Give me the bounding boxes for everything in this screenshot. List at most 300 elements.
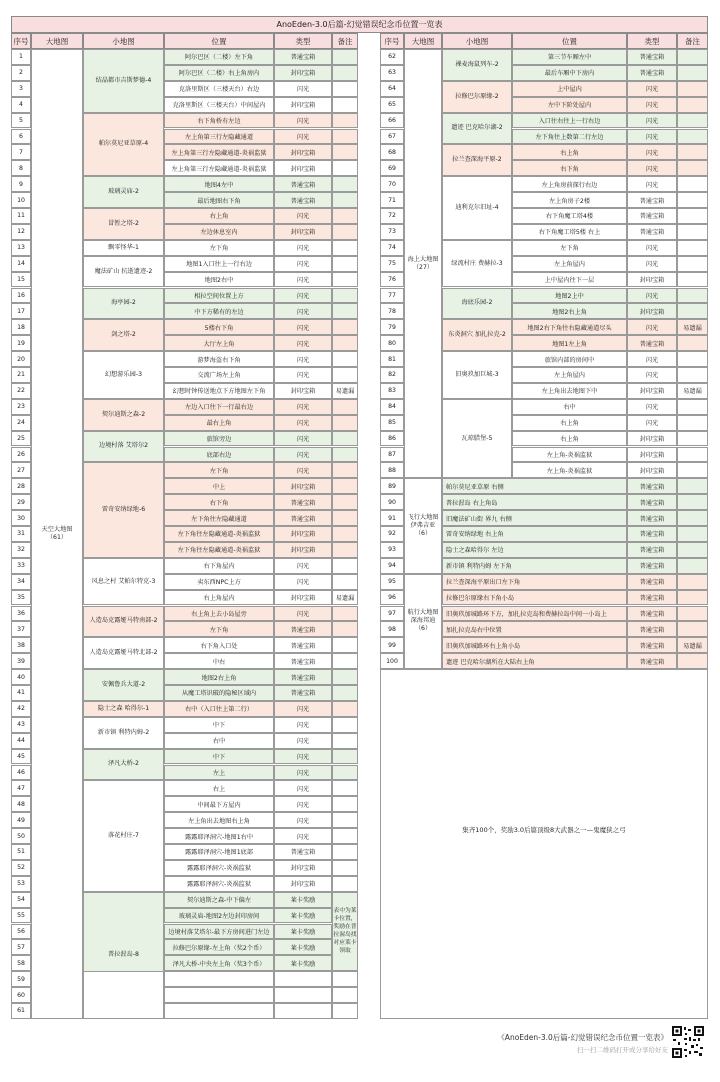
type-cell: 封印宝箱 xyxy=(627,383,677,399)
type-cell: 闪光 xyxy=(274,701,332,717)
note-cell xyxy=(332,303,358,319)
note-cell xyxy=(332,144,358,160)
location-cell: 第三节车厢左中 xyxy=(512,49,627,65)
type-cell: 闪光 xyxy=(627,351,677,367)
location-cell: 右中（入口往上第二行） xyxy=(164,701,274,717)
row-number: 33 xyxy=(11,558,31,574)
small-map-cell: 旧奥玖加巨城-3 xyxy=(442,351,512,399)
type-cell: 封印宝箱 xyxy=(274,383,332,399)
row-number: 53 xyxy=(11,876,31,892)
row-number: 16 xyxy=(11,288,31,304)
location-cell: 右上角 xyxy=(512,144,627,160)
type-cell: 封印宝箱 xyxy=(274,876,332,892)
location-cell: 地图2右下角往右隐藏通道尽头 xyxy=(512,319,627,335)
type-cell: 闪光 xyxy=(274,256,332,272)
location-cell: 右上角 xyxy=(512,415,627,431)
row-number: 30 xyxy=(11,510,31,526)
location-cell: 左边休息室内 xyxy=(164,224,274,240)
location-cell: 右下角桥有左边 xyxy=(164,113,274,129)
location-cell: 露露耶泽洞穴-地图1右中 xyxy=(164,828,274,844)
column-header: 序号 xyxy=(11,33,31,49)
small-map-cell: 帕尔莫尼亚草原-4 xyxy=(83,113,164,177)
note-cell xyxy=(677,462,708,478)
note-cell xyxy=(677,113,708,129)
note-cell xyxy=(677,240,708,256)
row-number: 87 xyxy=(380,447,404,463)
small-map-cell: 海亭园-2 xyxy=(83,288,164,320)
location-cell: 拉兰查深海平原出口左下角 xyxy=(442,574,627,590)
location-cell: 边境村落艾塔尔-最下方房间进门左边 xyxy=(164,924,274,940)
type-cell: 普通宝箱 xyxy=(274,49,332,65)
note-cell xyxy=(677,494,708,510)
row-number: 13 xyxy=(11,240,31,256)
row-number: 69 xyxy=(380,160,404,176)
location-cell: 右中 xyxy=(512,399,627,415)
location-cell: 幻想时钟传送地点下方地图左下角 xyxy=(164,383,274,399)
row-number: 7 xyxy=(11,144,31,160)
location-cell: 克洛里斯区（三楼天台）中间屋内 xyxy=(164,97,274,113)
row-number: 6 xyxy=(11,129,31,145)
row-number: 23 xyxy=(11,399,31,415)
row-number: 98 xyxy=(380,621,404,637)
location-cell: 左下角 xyxy=(164,240,274,256)
note-cell xyxy=(332,685,358,701)
big-map-count: （61） xyxy=(46,533,68,541)
location-cell: 克洛里斯区（三楼天台）右边 xyxy=(164,81,274,97)
location-cell: 中下 xyxy=(164,717,274,733)
row-number: 8 xyxy=(11,160,31,176)
location-cell: 左上角-炎祸监狱 xyxy=(512,462,627,478)
type-cell: 闪光 xyxy=(274,129,332,145)
type-cell: 普通宝箱 xyxy=(627,590,677,606)
location-cell: 地图1左上角 xyxy=(512,335,627,351)
note-cell xyxy=(677,621,708,637)
type-cell: 普通宝箱 xyxy=(627,653,677,669)
note-cell xyxy=(677,351,708,367)
location-cell: 左下角往左隐藏通道 xyxy=(164,510,274,526)
type-cell: 闪光 xyxy=(627,129,677,145)
note-cell xyxy=(332,208,358,224)
note-cell xyxy=(332,256,358,272)
type-cell: 闪光 xyxy=(274,796,332,812)
note-cell xyxy=(332,637,358,653)
location-cell: 中下 xyxy=(164,749,274,765)
type-cell: 闪光 xyxy=(274,208,332,224)
reward-summary: 集齐100个，奖励3.0后篇顶级8大武器之一—鬼魔狭之弓 xyxy=(462,826,626,834)
small-map-cell: 契尔迪斯之森-2 xyxy=(83,399,164,431)
note-cell xyxy=(332,669,358,685)
note-cell xyxy=(677,526,708,542)
note-cell xyxy=(332,574,358,590)
row-number: 36 xyxy=(11,606,31,622)
row-number: 93 xyxy=(380,542,404,558)
note-cell xyxy=(677,606,708,622)
note-cell xyxy=(332,621,358,637)
type-cell: 普通宝箱 xyxy=(627,494,677,510)
note-cell xyxy=(332,606,358,622)
type-cell: 闪光 xyxy=(274,303,332,319)
type-cell: 封印宝箱 xyxy=(627,447,677,463)
big-map-name: 天空大地图 xyxy=(41,525,73,533)
big-map-name: 飞行大地图 伊弗吉亚 xyxy=(407,513,439,529)
location-cell: 玻璃灵庙-地图2左边封印房间 xyxy=(164,908,274,924)
row-number: 35 xyxy=(11,590,31,606)
type-cell xyxy=(274,971,332,987)
small-map-cell: 边境村落 艾塔尔2 xyxy=(83,431,164,463)
note-cell: 易遗漏 xyxy=(677,383,708,399)
row-number: 10 xyxy=(11,192,31,208)
row-number: 28 xyxy=(11,478,31,494)
type-cell: 普通宝箱 xyxy=(627,335,677,351)
location-cell: 地图2右中 xyxy=(164,272,274,288)
type-cell: 封印宝箱 xyxy=(274,144,332,160)
row-number: 59 xyxy=(11,971,31,987)
row-number: 21 xyxy=(11,367,31,383)
location-cell: 右上角 xyxy=(164,208,274,224)
column-header: 备注 xyxy=(332,33,358,49)
row-number: 25 xyxy=(11,431,31,447)
type-cell: 闪光 xyxy=(274,749,332,765)
big-map-name: 海上大地图 xyxy=(407,255,439,263)
type-cell: 闪光 xyxy=(274,447,332,463)
type-cell: 普通宝箱 xyxy=(627,478,677,494)
type-cell: 闪光 xyxy=(627,97,677,113)
row-number: 77 xyxy=(380,288,404,304)
note-cell xyxy=(332,780,358,796)
small-map-cell: 东炎洞穴 加扎拉克-2 xyxy=(442,319,512,351)
row-number: 75 xyxy=(380,256,404,272)
location-cell: 右下角魔工塔4楼 xyxy=(512,208,627,224)
note-cell xyxy=(677,129,708,145)
column-header: 类型 xyxy=(274,33,332,49)
type-cell: 莱卡奖励 xyxy=(274,924,332,940)
row-number: 31 xyxy=(11,526,31,542)
row-number: 61 xyxy=(11,1003,31,1019)
row-number: 51 xyxy=(11,844,31,860)
location-cell: 地图1入口往上一行右边 xyxy=(164,256,274,272)
location-cell: 左上角第三行左隐藏通道-炎祸监狱 xyxy=(164,144,274,160)
note-cell xyxy=(332,701,358,717)
row-number: 100 xyxy=(380,653,404,669)
row-number: 49 xyxy=(11,812,31,828)
small-map-cell: 玻璃灵庙-2 xyxy=(83,176,164,208)
row-number: 73 xyxy=(380,224,404,240)
location-cell: 旅馆旁边 xyxy=(164,431,274,447)
type-cell: 普通宝箱 xyxy=(274,494,332,510)
note-cell xyxy=(332,749,358,765)
small-map-cell: 遗迹 巴克哈尔湖-2 xyxy=(442,113,512,145)
type-cell: 普通宝箱 xyxy=(627,558,677,574)
row-number: 48 xyxy=(11,796,31,812)
note-cell xyxy=(332,653,358,669)
type-cell: 普通宝箱 xyxy=(627,526,677,542)
location-cell: 大厅左上角 xyxy=(164,335,274,351)
row-number: 12 xyxy=(11,224,31,240)
location-cell: 旧奥玖加城路环右上角小岛 xyxy=(442,637,627,653)
location-cell: 右上角 xyxy=(512,431,627,447)
row-number: 46 xyxy=(11,765,31,781)
row-number: 60 xyxy=(11,987,31,1003)
location-cell: 露露耶泽洞穴-地图1底部 xyxy=(164,844,274,860)
note-cell xyxy=(677,49,708,65)
row-number: 82 xyxy=(380,367,404,383)
small-map-cell: 海底乐园-2 xyxy=(442,288,512,320)
note-cell xyxy=(332,447,358,463)
note-cell xyxy=(332,399,358,415)
note-cell xyxy=(332,240,358,256)
lyca-note-cell: 表中为莱卡位置，奖励在普拉渥岛找对应莱卡领取 xyxy=(332,892,358,972)
type-cell: 普通宝箱 xyxy=(627,621,677,637)
row-number: 99 xyxy=(380,637,404,653)
location-cell xyxy=(164,971,274,987)
big-map-cell xyxy=(404,49,442,478)
type-cell: 闪光 xyxy=(627,415,677,431)
row-number: 94 xyxy=(380,558,404,574)
small-map-cell: 幻想游乐园-3 xyxy=(83,351,164,399)
type-cell: 普通宝箱 xyxy=(274,844,332,860)
location-cell: 地图2右上角 xyxy=(512,303,627,319)
row-number: 67 xyxy=(380,129,404,145)
note-cell xyxy=(677,415,708,431)
location-cell: 交流广场左上角 xyxy=(164,367,274,383)
row-number: 45 xyxy=(11,749,31,765)
location-cell: 上中屋内 xyxy=(512,81,627,97)
type-cell: 封印宝箱 xyxy=(274,65,332,81)
small-map-cell: 拉兰查深海平原-2 xyxy=(442,144,512,176)
note-cell xyxy=(332,558,358,574)
row-number: 19 xyxy=(11,335,31,351)
location-cell: 右下角 xyxy=(512,160,627,176)
note-cell xyxy=(332,765,358,781)
note-cell xyxy=(677,224,708,240)
note-cell xyxy=(677,367,708,383)
note-cell xyxy=(332,65,358,81)
location-cell: 中上 xyxy=(164,478,274,494)
row-number: 42 xyxy=(11,701,31,717)
location-cell: 从魔工塔识破的隐秘区域内 xyxy=(164,685,274,701)
small-map-cell: 剑之塔-2 xyxy=(83,319,164,351)
note-cell: 易遗漏 xyxy=(332,383,358,399)
note-cell xyxy=(677,399,708,415)
location-cell: 左下角 xyxy=(164,462,274,478)
location-cell: 左下角往上数第二行左边 xyxy=(512,129,627,145)
note-cell xyxy=(677,256,708,272)
type-cell: 封印宝箱 xyxy=(274,860,332,876)
row-number: 86 xyxy=(380,431,404,447)
note-cell xyxy=(332,81,358,97)
row-number: 37 xyxy=(11,621,31,637)
type-cell: 普通宝箱 xyxy=(274,192,332,208)
location-cell: 旧魔法矿山街 界九 右侧 xyxy=(442,510,627,526)
type-cell: 闪光 xyxy=(627,160,677,176)
location-cell: 阿尔巴区（二楼）左下角 xyxy=(164,49,274,65)
small-map-cell: 普拉渥岛-8 xyxy=(83,892,164,1019)
location-cell: 最右上角 xyxy=(164,415,274,431)
type-cell: 闪光 xyxy=(274,240,332,256)
qr-code-icon[interactable] xyxy=(671,1025,705,1059)
note-cell xyxy=(677,303,708,319)
type-cell: 封印宝箱 xyxy=(274,97,332,113)
row-number: 2 xyxy=(11,65,31,81)
type-cell: 普通宝箱 xyxy=(274,685,332,701)
small-map-cell: 拉修巴尔原缘-2 xyxy=(442,81,512,113)
location-cell: 右下角 xyxy=(164,494,274,510)
type-cell: 普通宝箱 xyxy=(274,637,332,653)
row-number: 81 xyxy=(380,351,404,367)
location-cell: 右上角屋内 xyxy=(164,590,274,606)
note-cell xyxy=(677,590,708,606)
row-number: 29 xyxy=(11,494,31,510)
footer-title: 《AnoEden-3.0后篇-幻觉错误纪念币位置一览表》 xyxy=(497,1033,668,1042)
type-cell: 闪光 xyxy=(627,176,677,192)
type-cell: 闪光 xyxy=(274,335,332,351)
table-title: AnoEden-3.0后篇-幻觉错误纪念币位置一览表 xyxy=(11,16,708,33)
type-cell: 封印宝箱 xyxy=(274,478,332,494)
row-number: 43 xyxy=(11,717,31,733)
location-cell: 左下角 xyxy=(164,621,274,637)
note-cell xyxy=(332,860,358,876)
footer-share-note: 扫一扫二维码打开或分享给好友 xyxy=(577,1046,668,1054)
row-number: 14 xyxy=(11,256,31,272)
row-number: 57 xyxy=(11,939,31,955)
row-number: 56 xyxy=(11,924,31,940)
location-cell: 隐士之森哈得尔 左边 xyxy=(442,542,627,558)
small-map-cell: 人造岛克露娅马特北部-2 xyxy=(83,637,164,669)
location-cell: 右上 xyxy=(164,780,274,796)
big-map-cell xyxy=(404,478,442,573)
type-cell: 闪光 xyxy=(274,780,332,796)
big-map-cell xyxy=(404,574,442,669)
note-cell xyxy=(677,510,708,526)
row-number: 40 xyxy=(11,669,31,685)
column-header: 大地图 xyxy=(404,33,442,49)
location-cell: 中下方稀有的左边 xyxy=(164,303,274,319)
type-cell: 闪光 xyxy=(274,431,332,447)
big-map-count: （27） xyxy=(412,263,434,271)
type-cell: 闪光 xyxy=(627,144,677,160)
type-cell: 闪光 xyxy=(627,399,677,415)
note-cell: 易遗漏 xyxy=(677,637,708,653)
summary-frame xyxy=(380,669,708,1019)
type-cell: 闪光 xyxy=(274,765,332,781)
big-map-cell xyxy=(31,49,83,1019)
type-cell: 普通宝箱 xyxy=(627,637,677,653)
location-cell: 旧奥玖加城路环下方，加扎拉克岛和费赫拉岛中间一小岛上 xyxy=(442,606,627,622)
location-cell xyxy=(164,1003,274,1019)
row-number: 38 xyxy=(11,637,31,653)
note-cell xyxy=(677,558,708,574)
type-cell: 普通宝箱 xyxy=(627,510,677,526)
note-cell xyxy=(332,987,358,1003)
type-cell: 普通宝箱 xyxy=(627,208,677,224)
row-number: 55 xyxy=(11,908,31,924)
row-number: 18 xyxy=(11,319,31,335)
row-number: 58 xyxy=(11,955,31,971)
column-header: 位置 xyxy=(512,33,627,49)
type-cell: 普通宝箱 xyxy=(274,669,332,685)
note-cell: 易遗漏 xyxy=(332,590,358,606)
note-cell xyxy=(332,510,358,526)
location-cell: 左上 xyxy=(164,765,274,781)
note-cell xyxy=(677,653,708,669)
type-cell: 封印宝箱 xyxy=(274,590,332,606)
location-cell: 相拉空间位置上方 xyxy=(164,288,274,304)
note-cell xyxy=(332,288,358,304)
row-number: 20 xyxy=(11,351,31,367)
column-header: 大地图 xyxy=(31,33,83,49)
location-cell: 右下角入口处 xyxy=(164,637,274,653)
type-cell: 闪光 xyxy=(274,415,332,431)
note-cell xyxy=(677,447,708,463)
type-cell: 闪光 xyxy=(274,351,332,367)
type-cell: 普通宝箱 xyxy=(627,606,677,622)
location-cell: 左上角房子2楼 xyxy=(512,192,627,208)
column-header: 类型 xyxy=(627,33,677,49)
type-cell: 莱卡奖励 xyxy=(274,939,332,955)
note-cell xyxy=(332,733,358,749)
note-cell xyxy=(332,319,358,335)
location-cell: 5楼右下角 xyxy=(164,319,274,335)
note-cell xyxy=(332,812,358,828)
location-cell: 右上角上去小岛屋旁 xyxy=(164,606,274,622)
type-cell: 普通宝箱 xyxy=(627,49,677,65)
row-number: 97 xyxy=(380,606,404,622)
location-cell: 左上角房前探行右边 xyxy=(512,176,627,192)
row-number: 32 xyxy=(11,542,31,558)
location-cell: 雷奇安纳绿地 右上角 xyxy=(442,526,627,542)
note-cell xyxy=(332,1003,358,1019)
location-cell: 拉修巴尔原缘右下角小岛 xyxy=(442,590,627,606)
row-number: 22 xyxy=(11,383,31,399)
note-cell xyxy=(677,335,708,351)
note-cell xyxy=(332,176,358,192)
small-map-cell: 雷奇安纳绿地-6 xyxy=(83,462,164,557)
type-cell xyxy=(274,987,332,1003)
type-cell: 普通宝箱 xyxy=(627,224,677,240)
type-cell: 闪光 xyxy=(274,399,332,415)
type-cell: 闪光 xyxy=(627,81,677,97)
note-cell xyxy=(332,224,358,240)
small-map-cell: 魔法矿山 抗逝遗迹-2 xyxy=(83,256,164,288)
note-cell xyxy=(332,526,358,542)
type-cell: 闪光 xyxy=(627,113,677,129)
type-cell: 封印宝箱 xyxy=(274,160,332,176)
location-cell: 最后车厢中下房内 xyxy=(512,65,627,81)
location-cell: 遗迹 巴克哈尔湖所在大陆右上角 xyxy=(442,653,627,669)
type-cell: 封印宝箱 xyxy=(274,526,332,542)
column-header: 小地图 xyxy=(442,33,512,49)
location-cell: 入口往右往上一行右边 xyxy=(512,113,627,129)
note-cell xyxy=(677,144,708,160)
row-number: 66 xyxy=(380,113,404,129)
row-number: 52 xyxy=(11,860,31,876)
type-cell: 闪光 xyxy=(274,812,332,828)
type-cell: 封印宝箱 xyxy=(627,431,677,447)
row-number: 39 xyxy=(11,653,31,669)
location-cell: 拉修巴尔原缘-左上角（奖2个币） xyxy=(164,939,274,955)
row-number: 68 xyxy=(380,144,404,160)
row-number: 88 xyxy=(380,462,404,478)
small-map-cell: 冒暂之塔-2 xyxy=(83,208,164,240)
note-cell xyxy=(677,272,708,288)
small-map-cell: 结晶都市吉斯梦德-4 xyxy=(83,49,164,113)
type-cell: 闪光 xyxy=(627,319,677,335)
row-number: 95 xyxy=(380,574,404,590)
location-cell: 左上角屋内 xyxy=(512,256,627,272)
small-map-cell: 隐士之森 哈得尔-1 xyxy=(83,701,164,717)
column-header: 备注 xyxy=(677,33,708,49)
type-cell: 闪光 xyxy=(627,288,677,304)
